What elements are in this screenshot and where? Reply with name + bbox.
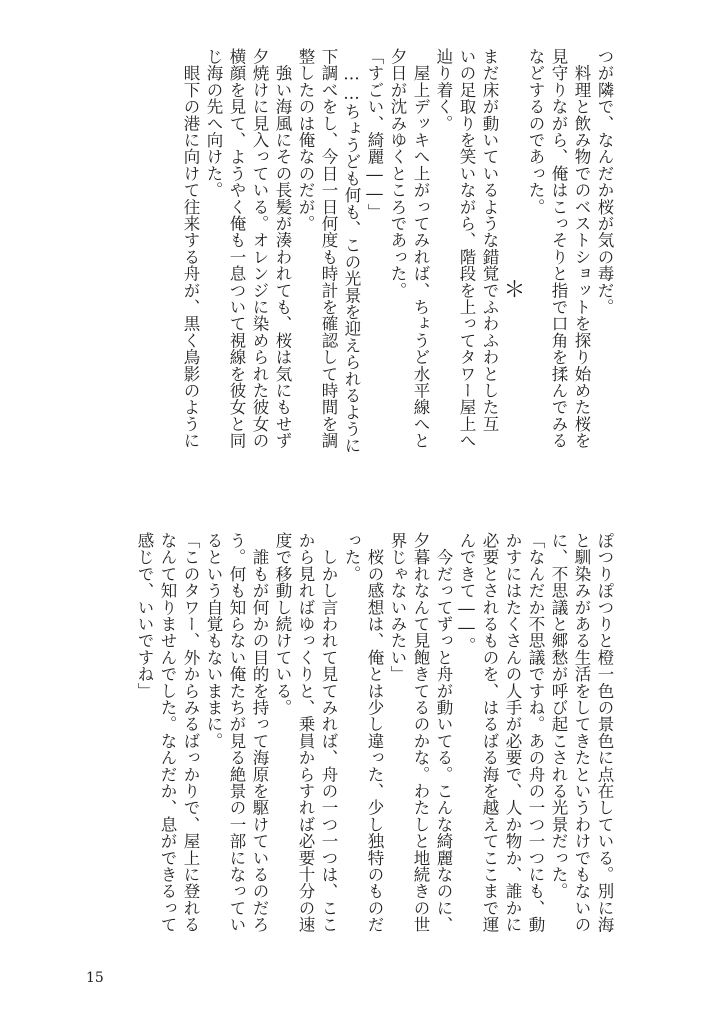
text-line: 辿り着く。 [434, 48, 453, 132]
text-line: 「すごい、綺麗――」 [365, 48, 384, 220]
text-line: 夕日が沈みゆくところであった。 [388, 48, 407, 299]
asterisk-separator: ＊ [500, 278, 525, 301]
section-separator [501, 48, 524, 498]
text-line: つが隣で、なんだか桜が気の毒だ。 [595, 48, 614, 316]
text-line: しかし言われて見てみれば、舟の一つ一つは、ここ [319, 532, 338, 933]
text-line: 度で移動し続けている。 [273, 532, 292, 716]
text-line: 整したのは俺なのだが。 [296, 48, 315, 232]
text-line: 今だってずっと舟が動いてる。こんな綺麗なのに、 [434, 532, 453, 933]
text-line: いの足取りを笑いながら、階段を上ってタワー屋上へ [457, 48, 476, 449]
text-line: ぽつりぽつりと橙一色の景色に点在している。別に海 [595, 532, 614, 933]
text-line: なんて知りませんでした。なんだか、息ができるって [158, 532, 177, 933]
text-line: 見守りながら、俺はこっそりと指で口角を揉んでみる [549, 48, 568, 449]
text-line: 下調べをし、今日一日何度も時計を確認して時間を調 [319, 48, 338, 449]
text-line: 屋上デッキへ上がってみれば、ちょうど水平線へと [411, 48, 430, 449]
text-line: 「なんだか不思議ですね。あの舟の一つ一つにも、動 [526, 532, 545, 933]
text-line: に、不思議と郷愁が呼び起こされる光景だった。 [549, 532, 568, 900]
text-line: 横顔を見て、ようやく俺も一息ついて視線を彼女と同 [227, 48, 246, 449]
text-line: 感じで、いいですね」 [135, 532, 154, 699]
text-line: から見ればゆっくりと、乗員からすれば必要十分の速 [296, 532, 315, 933]
text-line: 眼下の港に向けて往来する舟が、黒く鳥影のように [181, 48, 200, 449]
text-line: ……ちょうども何も、この光景を迎えられるように [342, 48, 361, 454]
text-line: と馴染みがある生活をしてきたというわけでもないの [572, 532, 591, 933]
text-line: などするのであった。 [526, 48, 545, 215]
upper-text-block [179, 48, 616, 498]
text-line: まだ床が動いているような錯覚でふわふわとした互 [480, 48, 499, 433]
text-line: じ海の先へ向けた。 [204, 48, 223, 199]
lower-text-block [133, 532, 616, 982]
text-line: った。 [342, 532, 361, 583]
text-line: 必要とされるものを、はるばる海を越えてここまで運 [480, 532, 499, 933]
text-line: 「このタワー、外からみるばっかりで、屋上に登れる [181, 532, 200, 933]
text-line: んできて――。 [457, 532, 476, 654]
text-line: 桜の感想は、俺とは少し違った、少し独特のものだ [365, 532, 384, 933]
text-line: 夕焼けに見入っている。オレンジに染められた彼女の [250, 48, 269, 449]
text-line: 誰もが何かの目的を持って海原を駆けているのだろ [250, 532, 269, 933]
page-number: 15 [86, 970, 104, 986]
text-line: 界じゃないみたい」 [388, 532, 407, 683]
text-line: かすにはたくさんの人手が必要で、人か物か、誰かに [503, 532, 522, 933]
text-line: るという自覚もないままに。 [204, 532, 223, 750]
text-line: う。何も知らない俺たちが見る絶景の一部になってい [227, 532, 246, 933]
text-line: 夕暮れなんて見飽きてるのかな。わたしと地続きの世 [411, 532, 430, 933]
text-line: 料理と飲み物でのベストショットを探り始めた桜を [572, 48, 591, 449]
text-line: 強い海風にその長髪が湊われても、桜は気にもせず [273, 48, 292, 449]
